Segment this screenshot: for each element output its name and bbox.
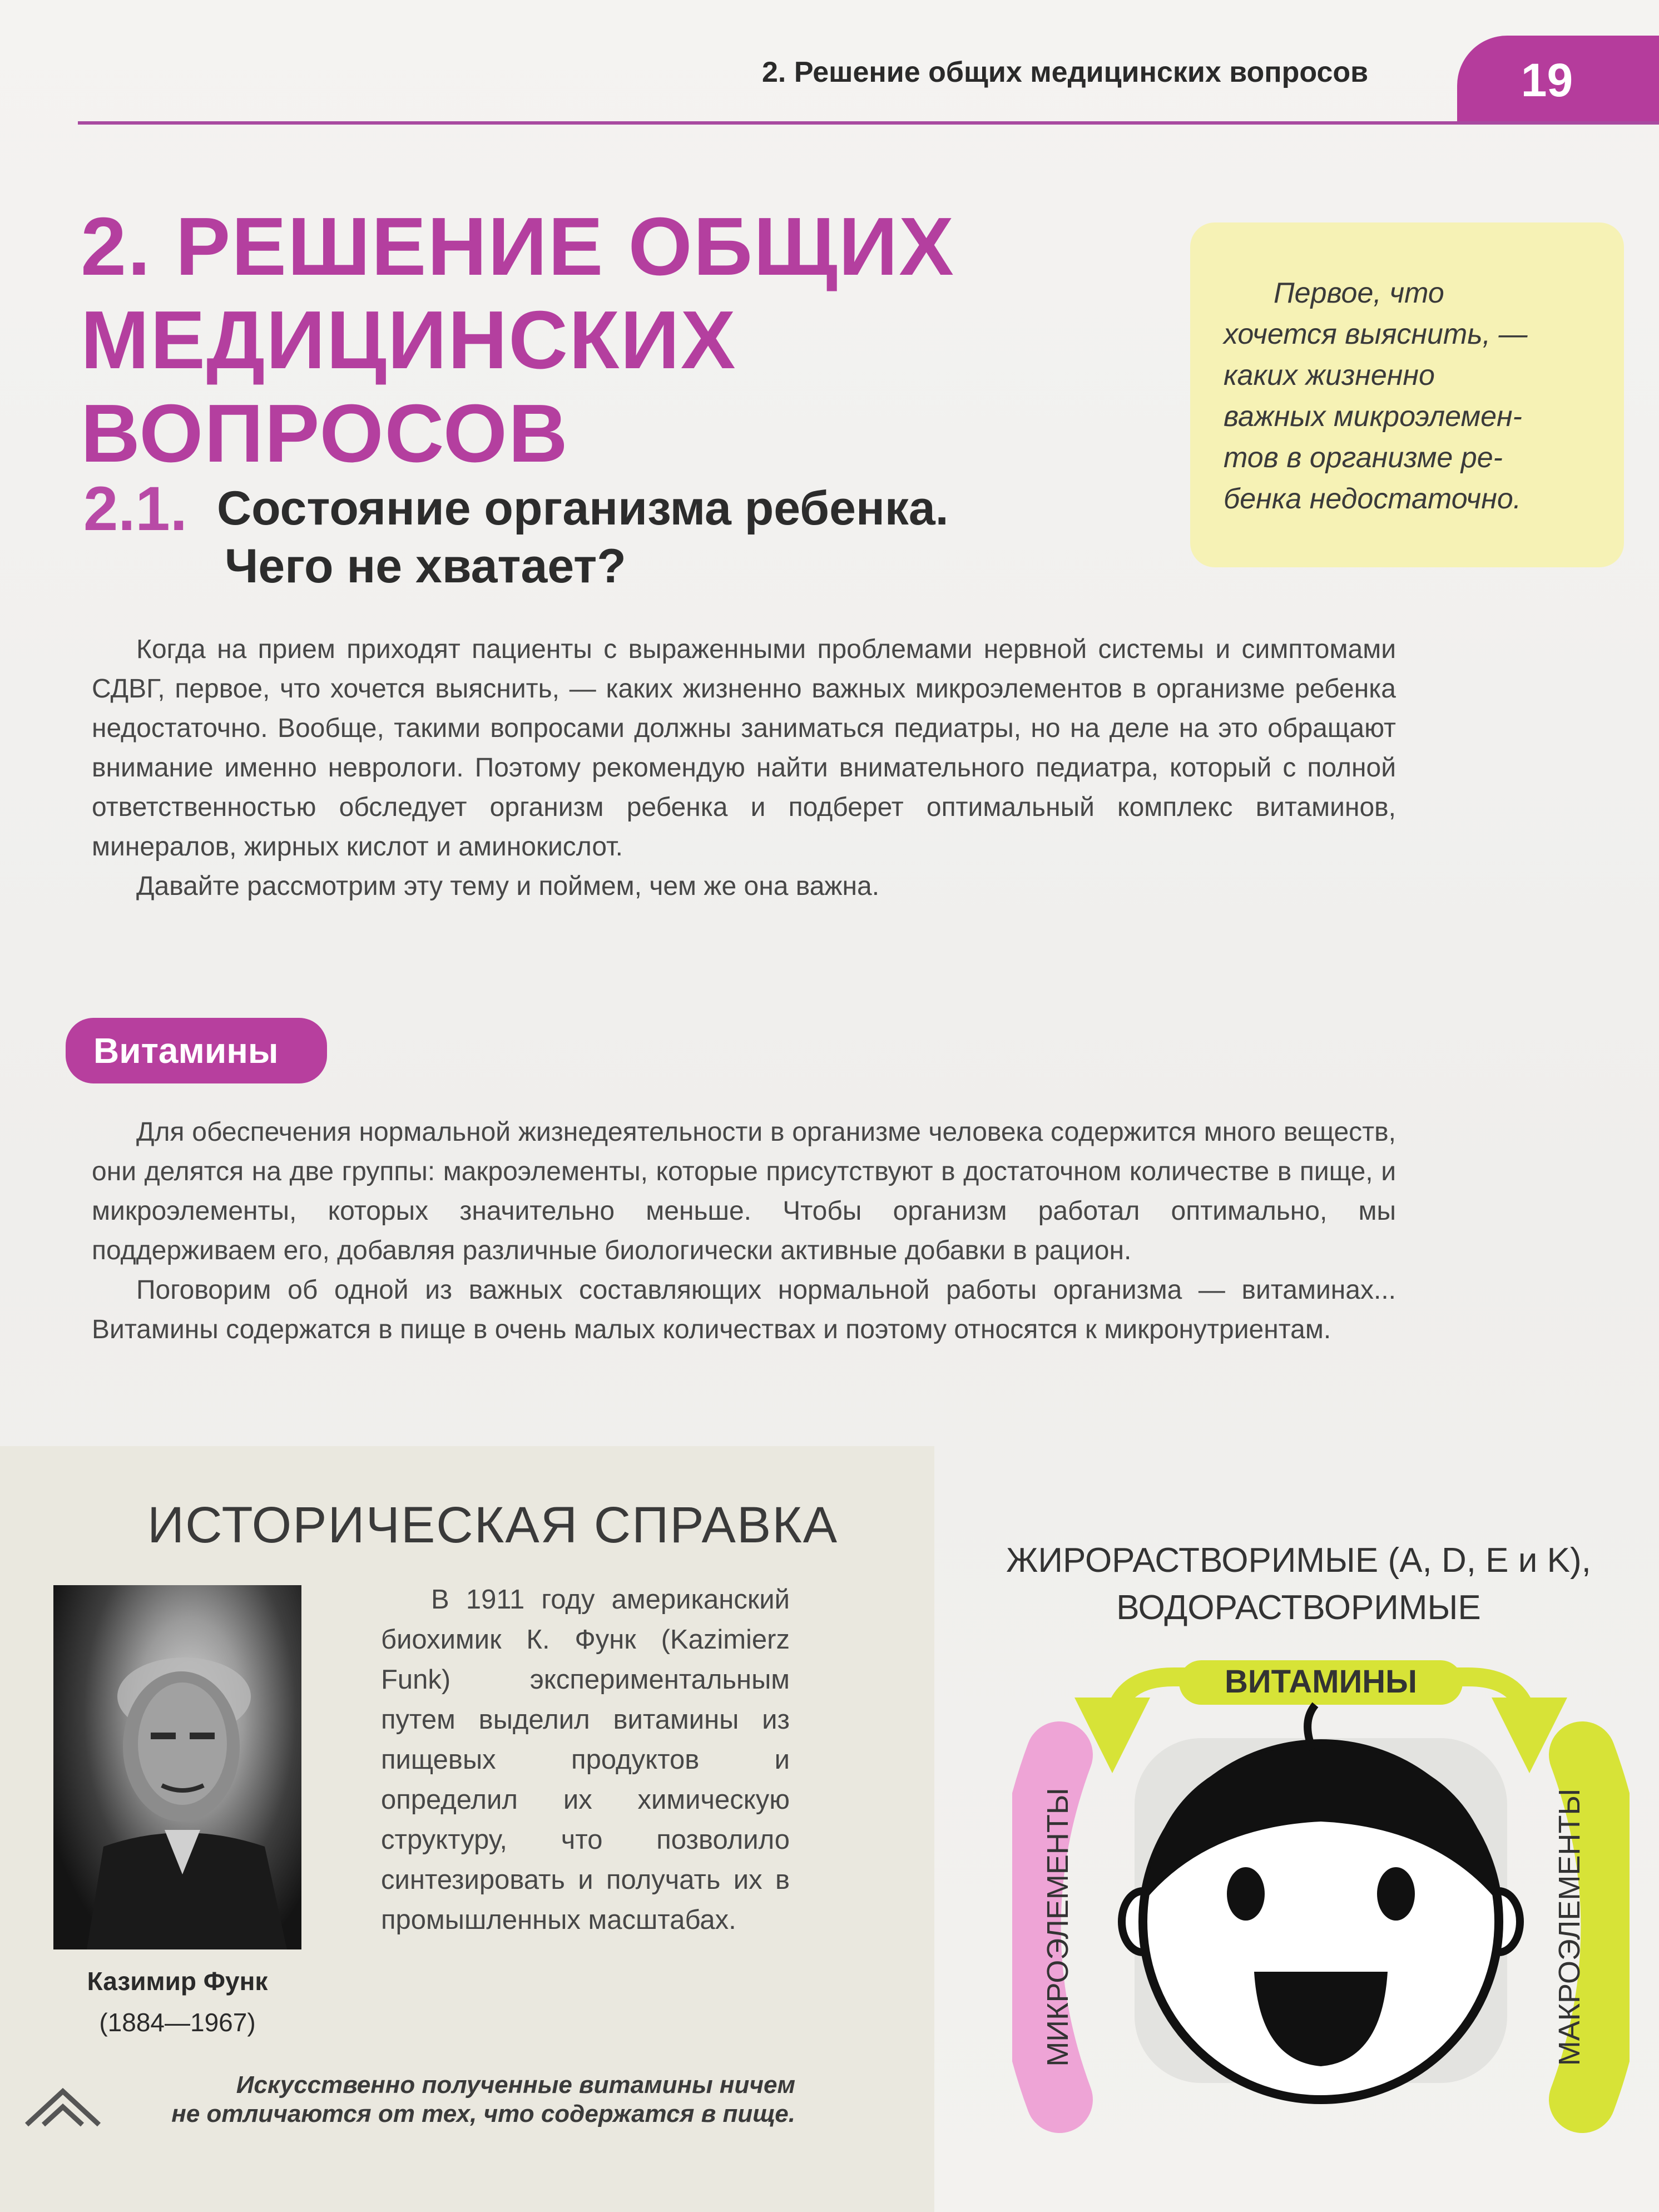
footnote-line-1: Искусственно полученные витамины ничем <box>236 2071 795 2099</box>
side-note-line: каких жизненно <box>1224 359 1435 392</box>
diagram-caption-line-1: ЖИРОРАСТВОРИМЫЕ (A, D, E и K), <box>1006 1541 1591 1580</box>
portrait-name: Казимир Функ <box>87 1967 268 1996</box>
subsection-title <box>217 479 949 595</box>
top-label: ВИТАМИНЫ <box>1225 1664 1417 1700</box>
portrait-illustration <box>53 1585 301 1949</box>
side-note-line: тов в организме ре- <box>1224 442 1503 474</box>
chapter-title-line-1: 2. РЕШЕНИЕ ОБЩИХ <box>81 201 955 293</box>
left-label: МИКРОЭЛЕМЕНТЫ <box>1041 1788 1074 2067</box>
intro-paragraph-2: Давайте рассмотрим эту тему и поймем, чем же она важна. <box>136 872 880 901</box>
publisher-logo-icon <box>21 2080 105 2130</box>
page-number: 19 <box>1457 36 1659 125</box>
footnote-line-2: не отличаются от тех, что содержатся в пище. <box>171 2100 795 2127</box>
subsection-number: 2.1. <box>83 474 187 543</box>
history-footnote <box>128 2071 795 2129</box>
vitamins-paragraph-2: Поговорим об одной из важных составляющих нормальной работы организма — витаминах... Витамины содержатся в пище в очень малых количествах и поэтому относятся к микронутриентам. <box>92 1275 1396 1344</box>
chapter-title-line-2: МЕДИЦИНСКИХ ВОПРОСОВ <box>81 294 737 479</box>
side-note <box>1190 222 1624 567</box>
side-note-line: Первое, что <box>1274 277 1444 309</box>
vitamins-diagram <box>1012 1660 1630 2194</box>
side-note-line: важных микроэлемен- <box>1224 400 1522 433</box>
vitamins-tag: Витамины <box>66 1018 327 1083</box>
subsection-title-line-2: Чего не хватает? <box>225 540 626 593</box>
side-note-line: хочется выяснить, — <box>1224 318 1528 350</box>
vitamins-text <box>92 1112 1396 1349</box>
history-title: ИСТОРИЧЕСКАЯ СПРАВКА <box>147 1497 839 1553</box>
diagram-caption-line-2: ВОДОРАСТВОРИМЫЕ <box>1116 1589 1481 1627</box>
intro-paragraph-1: Когда на прием приходят пациенты с выраженными проблемами нервной системы и симптомами СДВГ, первое, что хочется выяснить, — каких жизненно важных микроэлементов в организме ребенка недостаточно. Вообще, такими вопросами должны заниматься педиатры, но на деле на это обращают внимание именно неврологи. Поэтому рекомендую найти внимательного педиатра, который с полной ответственностью обследует организм ребенка и подберет оптимальный комплекс витаминов, минералов, жирных кислот и аминокислот. <box>92 635 1396 862</box>
portrait-years: (1884—1967) <box>99 2008 256 2037</box>
portrait-photo <box>53 1585 301 1949</box>
intro-text <box>92 630 1396 906</box>
side-note-line: бенка недостаточно. <box>1224 483 1522 515</box>
portrait-caption <box>53 1961 301 2043</box>
history-text: В 1911 году американский биохимик К. Функ (Kazimierz Funk) экспериментальным путем выделил витамины из пищевых продуктов и определил их химическую структуру, что позволило синтезировать и получать их в промышленных масштабах. <box>381 1585 790 1935</box>
right-label: МАКРОЭЛЕМЕНТЫ <box>1553 1788 1586 2066</box>
header-rule <box>78 121 1659 125</box>
vitamins-paragraph-1: Для обеспечения нормальной жизнедеятельности в организме человека содержится много веществ, они делятся на две группы: макроэлементы, которые присутствуют в достаточном количестве в пище, и микроэлементы, которых значительно меньше. Чтобы организм работал оптимально, мы поддерживаем его, добавляя различные биологически активные добавки в рацион. <box>92 1117 1396 1265</box>
subsection-title-line-1: Состояние организма ребенка. <box>217 482 949 535</box>
right-arc <box>1582 1755 1615 2100</box>
running-header: 2. Решение общих медицинских вопросов <box>762 56 1369 88</box>
chapter-title <box>81 200 1193 481</box>
